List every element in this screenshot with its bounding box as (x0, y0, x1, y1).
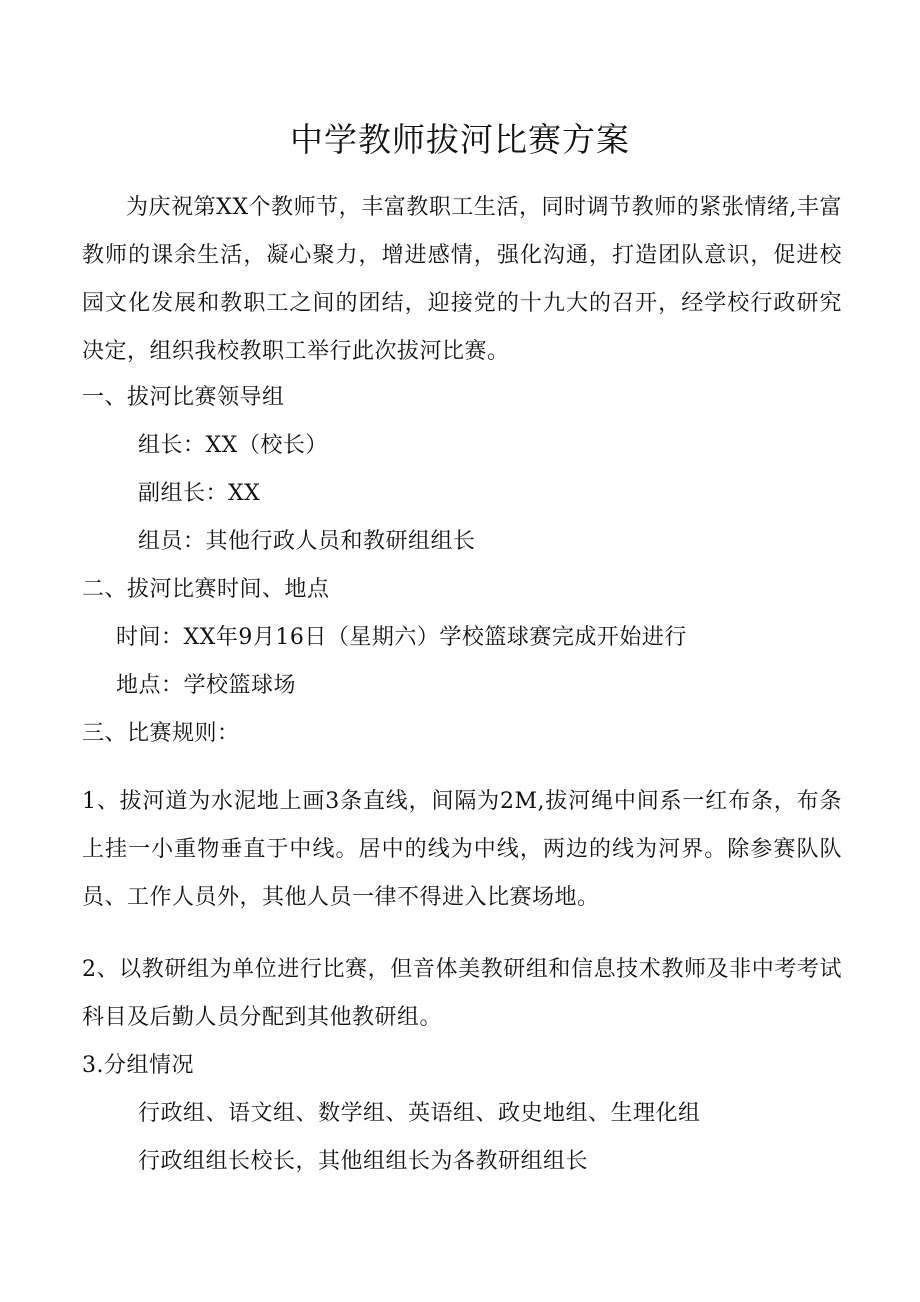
rule-2-paragraph: 2、以教研组为单位进行比赛，但音体美教研组和信息技术教师及非中考考试科目及后勤人员分配到其他教研组。 (82, 957, 842, 1030)
intro-paragraph: 为庆祝第XX个教师节，丰富教职工生活，同时调节教师的紧张情绪,丰富教师的课余生活，凝心聚力，增进感情，强化沟通，打造团队意识，促进校园文化发展和教职工之间的团结，迎接党的十九大的召开，经学校行政研究决定，组织我校教职工举行此次拔河比赛。 (82, 195, 842, 364)
time-line: 时间：XX年9月16日（星期六）学校篮球赛完成开始进行 (116, 625, 687, 650)
section1-heading: 一、拔河比赛领导组 (82, 385, 285, 410)
group-leaders-line: 行政组组长校长，其他组组长为各教研组组长 (138, 1149, 589, 1174)
section3-heading: 三、比赛规则： (82, 721, 240, 746)
groups-line: 行政组、语文组、数学组、英语组、政史地组、生理化组 (138, 1101, 701, 1126)
rule-3-heading: 3.分组情况 (82, 1053, 194, 1078)
rule-1-paragraph: 1、拔河道为水泥地上画3条直线，间隔为2M,拔河绳中间系一红布条，布条上挂一小重物垂直于中线。居中的线为中线，两边的线为河界。除参赛队队员、工作人员外，其他人员一律不得进入比赛场地。 (82, 789, 842, 910)
place-line: 地点：学校篮球场 (116, 673, 297, 698)
leader-line: 组长：XX（校长） (138, 433, 328, 458)
document-title: 中学教师拔河比赛方案 (290, 120, 630, 159)
members-line: 组员：其他行政人员和教研组组长 (138, 529, 476, 554)
deputy-line: 副组长：XX (138, 481, 261, 506)
section2-heading: 二、拔河比赛时间、地点 (82, 577, 330, 602)
